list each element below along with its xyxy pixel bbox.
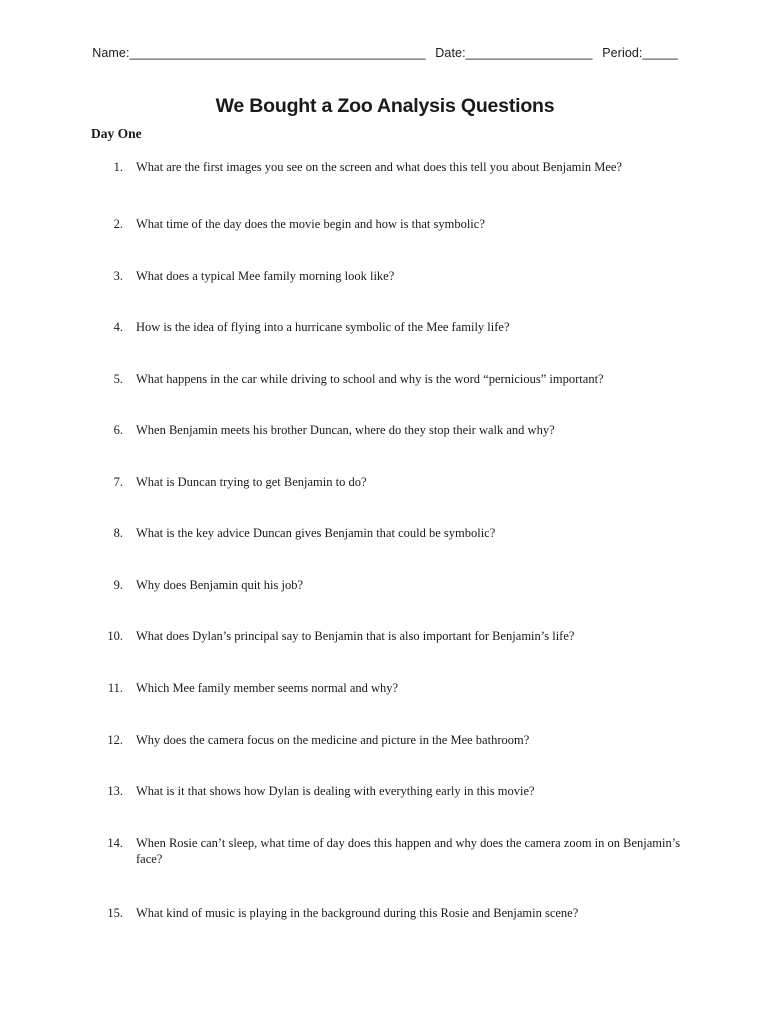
- section-heading: Day One: [91, 126, 142, 141]
- question-text: What are the first images you see on the screen and what does this tell you about Benjamin Mee?: [136, 160, 622, 174]
- question-number: 10.: [107, 629, 123, 643]
- question-number: 6.: [113, 423, 123, 437]
- question-number: 5.: [113, 372, 123, 386]
- question-item: [91, 525, 691, 541]
- question-number: 15.: [107, 906, 123, 920]
- question-item: [91, 319, 691, 335]
- question-number: 14.: [107, 836, 123, 850]
- page-title: We Bought a Zoo Analysis Questions: [215, 95, 555, 117]
- question-item: [91, 628, 691, 644]
- question-text: What happens in the car while driving to school and why is the word “pernicious” important?: [136, 372, 604, 386]
- question-item: [91, 680, 691, 696]
- question-text: What kind of music is playing in the background during this Rosie and Benjamin scene?: [136, 906, 579, 920]
- question-item: [91, 159, 691, 175]
- period-field[interactable]: Period:_____: [602, 46, 678, 60]
- question-number: 13.: [107, 784, 123, 798]
- question-item: [91, 422, 691, 438]
- question-item: [91, 371, 691, 387]
- question-text: When Rosie can’t sleep, what time of day does this happen and why does the camera zoom in on Benjamin’s face?: [136, 836, 681, 866]
- question-number: 4.: [113, 320, 123, 334]
- question-text: What is Duncan trying to get Benjamin to do?: [136, 475, 367, 489]
- question-text: When Benjamin meets his brother Duncan, where do they stop their walk and why?: [136, 423, 555, 437]
- question-number: 1.: [113, 160, 123, 174]
- question-text: What time of the day does the movie begin and how is that symbolic?: [136, 217, 485, 231]
- question-item: [91, 216, 691, 232]
- question-item: [91, 732, 691, 748]
- question-text: What does Dylan’s principal say to Benjamin that is also important for Benjamin’s life?: [136, 629, 575, 643]
- question-item: [91, 783, 691, 799]
- question-text: What is it that shows how Dylan is dealing with everything early in this movie?: [136, 784, 535, 798]
- question-number: 12.: [107, 733, 123, 747]
- question-number: 11.: [107, 681, 123, 695]
- question-number: 7.: [113, 475, 123, 489]
- question-text: What is the key advice Duncan gives Benjamin that could be symbolic?: [136, 526, 496, 540]
- question-item: [91, 474, 691, 490]
- question-number: 9.: [113, 578, 123, 592]
- question-item: [91, 577, 691, 593]
- question-text: Why does Benjamin quit his job?: [136, 578, 303, 592]
- question-number: 3.: [113, 269, 123, 283]
- question-item: [91, 905, 691, 921]
- question-item: [91, 268, 691, 284]
- question-item: [91, 835, 691, 867]
- question-number: 8.: [113, 526, 123, 540]
- question-text: What does a typical Mee family morning look like?: [136, 269, 395, 283]
- question-number: 2.: [113, 217, 123, 231]
- question-text: Which Mee family member seems normal and why?: [136, 681, 399, 695]
- date-field[interactable]: Date:__________________: [435, 46, 593, 60]
- question-text: Why does the camera focus on the medicine and picture in the Mee bathroom?: [136, 733, 530, 747]
- name-field[interactable]: Name:__________________________________________: [92, 46, 426, 60]
- student-info-header: [0, 46, 770, 60]
- question-text: How is the idea of flying into a hurricane symbolic of the Mee family life?: [136, 320, 510, 334]
